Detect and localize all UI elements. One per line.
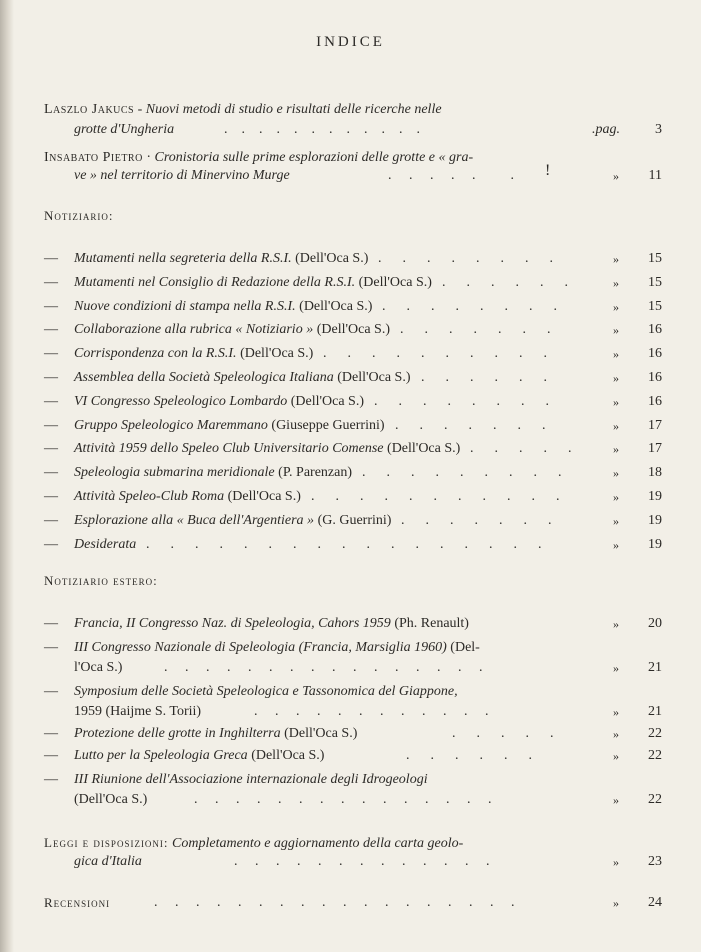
item-credit: (Dell'Oca S.) — [358, 275, 432, 290]
page-number: 17 — [648, 441, 662, 456]
margin-mark: ! — [545, 162, 551, 179]
page-number: 16 — [648, 322, 662, 337]
item-credit: (Dell'Oca S.) — [295, 251, 369, 266]
leader-dots: . . . . . . . . . . — [323, 346, 547, 361]
entry-title-cont: grotte d'Ungheria — [74, 122, 175, 137]
item-credit: (Dell'Oca S.) — [337, 370, 411, 385]
leader-dots: . . . . . — [452, 726, 554, 741]
item-credit: (P. Parenzan) — [278, 465, 353, 480]
page-number: 24 — [648, 895, 662, 910]
entry-title-cont: ve » nel territorio di Minervino Murge — [74, 168, 290, 183]
item-title-cont: (Dell'Oca S.) — [74, 792, 148, 807]
page-ref: » — [613, 466, 619, 480]
item-credit: (Dell'Oca S.) — [240, 346, 314, 361]
page-ref: » — [613, 371, 619, 385]
page-ref: » — [613, 442, 619, 456]
page-number: 11 — [648, 168, 662, 183]
section-heading-recensioni: Recensioni — [44, 895, 111, 910]
leader-dots: . . . . . — [470, 441, 572, 456]
item-credit: (Dell'Oca S.) — [387, 441, 461, 456]
item-dash: — — [44, 616, 58, 631]
leader-dots: . . . . . . . — [401, 513, 552, 528]
page-ref: » — [613, 252, 619, 266]
leader-dots: . . . . . . . . . . . . — [224, 122, 420, 137]
page-ref: » — [613, 727, 619, 741]
item-dash: — — [44, 537, 58, 552]
item-credit: (Dell'Oca S.) — [316, 322, 390, 337]
item-dash: — — [44, 465, 58, 480]
entry-title: Nuovi metodi di studio e risultati delle ricerche nelle — [145, 102, 442, 117]
item-dash: — — [44, 275, 58, 290]
page-number: 23 — [648, 854, 662, 869]
leader-dots: . . . . . . . — [400, 322, 551, 337]
page-ref: » — [613, 705, 619, 719]
page-ref: » — [613, 793, 619, 807]
page-ref: » — [613, 617, 619, 631]
leader-dots: . . . . . . — [388, 168, 514, 183]
page-number: 19 — [648, 513, 662, 528]
item-title: Attività 1959 dello Speleo Club Universitario Comense — [74, 441, 384, 456]
item-title: III Riunione dell'Associazione internazionale degli Idrogeologi — [74, 772, 428, 787]
item-title: Protezione delle grotte in Inghilterra — [74, 726, 281, 741]
item-credit: (Dell'Oca S.) — [284, 726, 358, 741]
leader-dots: . . . . . . . . . . . . . . . . — [164, 660, 483, 675]
item-title: Lutto per la Speleologia Greca — [74, 748, 248, 763]
page-number: 17 — [648, 418, 662, 433]
item-dash: — — [44, 513, 58, 528]
item-title: III Congresso Nazionale di Speleologia (Francia, Marsiglia 1960) — [74, 640, 447, 655]
page-ref: » — [613, 395, 619, 409]
page-number: 15 — [648, 275, 662, 290]
section-heading-notiziario: Notiziario: — [44, 208, 114, 223]
page-number: 18 — [648, 465, 662, 480]
leader-dots: . . . . . . . . — [378, 251, 553, 266]
entry-title: Cronistoria sulle prime esplorazioni delle grotte e « gra- — [154, 150, 474, 165]
leader-dots: . . . . . . . . — [374, 394, 549, 409]
item-title: Speleologia submarina meridionale — [74, 465, 275, 480]
item-dash: — — [44, 322, 58, 337]
page-ref: .pag. — [592, 122, 620, 137]
item-dash: — — [44, 418, 58, 433]
leader-dots: . . . . . . . . . . . . — [254, 704, 489, 719]
item-dash: — — [44, 748, 58, 763]
item-title: VI Congresso Speleologico Lombardo — [74, 394, 288, 409]
page-number: 21 — [648, 660, 662, 675]
page-number: 20 — [648, 616, 662, 631]
page-number: 15 — [648, 299, 662, 314]
page-ref: » — [613, 300, 619, 314]
section-heading-notiziario-estero: Notiziario estero: — [44, 573, 158, 588]
item-dash: — — [44, 441, 58, 456]
item-title: Corrispondenza con la R.S.I. — [74, 346, 237, 361]
page-number: 16 — [648, 394, 662, 409]
page-number: 19 — [648, 537, 662, 552]
leader-dots: . . . . . . . . . . . . . . . — [194, 792, 492, 807]
page-ref: » — [613, 347, 619, 361]
page-ref: » — [613, 661, 619, 675]
item-dash: — — [44, 772, 58, 787]
leader-dots: . . . . . . . . — [382, 299, 557, 314]
leader-dots: . . . . . . . . . . . . . — [234, 854, 490, 869]
item-title: Mutamenti nel Consiglio di Redazione della R.S.I. — [74, 275, 356, 290]
item-title: Assemblea della Società Speleologica Italiana — [74, 370, 334, 385]
page-number: 16 — [648, 346, 662, 361]
page-ref: » — [613, 419, 619, 433]
item-title: Nuove condizioni di stampa nella R.S.I. — [74, 299, 296, 314]
item-dash: — — [44, 684, 58, 699]
leader-dots: . . . . . . . . . . . . . . . . . . — [154, 895, 515, 910]
item-title: Attività Speleo-Club Roma — [74, 489, 225, 504]
page-ref: » — [613, 276, 619, 290]
entry-author: Laszlo Jakucs — [44, 102, 135, 117]
item-title-cont: 1959 (Haijme S. Torii) — [74, 704, 202, 719]
leader-dots: . . . . . . — [421, 370, 547, 385]
item-dash: — — [44, 394, 58, 409]
item-dash: — — [44, 640, 58, 655]
page-ref: » — [613, 490, 619, 504]
item-credit: (Del- — [450, 640, 480, 655]
item-title: Gruppo Speleologico Maremmano — [74, 418, 268, 433]
entry-author: Insabato Pietro — [44, 150, 143, 165]
page-number: 3 — [655, 122, 662, 137]
item-dash: — — [44, 299, 58, 314]
page-number: 21 — [648, 704, 662, 719]
item-credit: (Ph. Renault) — [394, 616, 469, 631]
leader-dots: . . . . . . — [442, 275, 568, 290]
page-number: 15 — [648, 251, 662, 266]
leader-dots: . . . . . . . . . . . — [311, 489, 560, 504]
page-ref: » — [613, 749, 619, 763]
page-title: INDICE — [316, 34, 385, 50]
item-dash: — — [44, 726, 58, 741]
page-number: 19 — [648, 489, 662, 504]
entry-title-cont: gica d'Italia — [74, 854, 142, 869]
page-ref: » — [613, 514, 619, 528]
item-title: Symposium delle Società Speleologica e Tassonomica del Giappone, — [74, 684, 458, 699]
item-dash: — — [44, 370, 58, 385]
page-ref: » — [613, 896, 619, 910]
page-ref: » — [613, 323, 619, 337]
leader-dots: . . . . . . . . . — [362, 465, 562, 480]
item-title-cont: l'Oca S.) — [74, 660, 123, 675]
entry-title: Completamento e aggiornamento della carta geolo- — [172, 836, 464, 851]
section-heading-leggi: Leggi e disposizioni: — [44, 835, 169, 850]
page-number: 22 — [648, 748, 662, 763]
item-title: Francia, II Congresso Naz. di Speleologia, Cahors 1959 — [74, 616, 391, 631]
leader-dots: . . . . . . . . . . . . . . . . . — [146, 537, 542, 552]
item-title: Collaborazione alla rubrica « Notiziario » — [74, 322, 314, 337]
page-ref: » — [613, 169, 619, 183]
page-number: 16 — [648, 370, 662, 385]
item-dash: — — [44, 489, 58, 504]
item-credit: (Dell'Oca S.) — [290, 394, 365, 409]
item-dash: — — [44, 251, 58, 266]
item-credit: (Dell'Oca S.) — [251, 748, 325, 763]
item-credit: (Dell'Oca S.) — [227, 489, 301, 504]
page-number: 22 — [648, 792, 662, 807]
item-dash: — — [44, 346, 58, 361]
leader-dots: . . . . . . — [406, 748, 532, 763]
item-credit: (Giuseppe Guerrini) — [271, 418, 385, 433]
item-title: Desiderata — [74, 537, 137, 552]
item-credit: (Dell'Oca S.) — [299, 299, 373, 314]
entry-separator: · — [146, 150, 151, 165]
item-credit: (G. Guerrini) — [317, 513, 392, 528]
page-ref: » — [613, 538, 619, 552]
item-title: Esplorazione alla « Buca dell'Argentiera » — [74, 513, 315, 528]
page-ref: » — [613, 855, 619, 869]
entry-separator: - — [137, 102, 143, 117]
leader-dots: . . . . . . . — [395, 418, 546, 433]
item-title: Mutamenti nella segreteria della R.S.I. — [74, 251, 292, 266]
page-number: 22 — [648, 726, 662, 741]
